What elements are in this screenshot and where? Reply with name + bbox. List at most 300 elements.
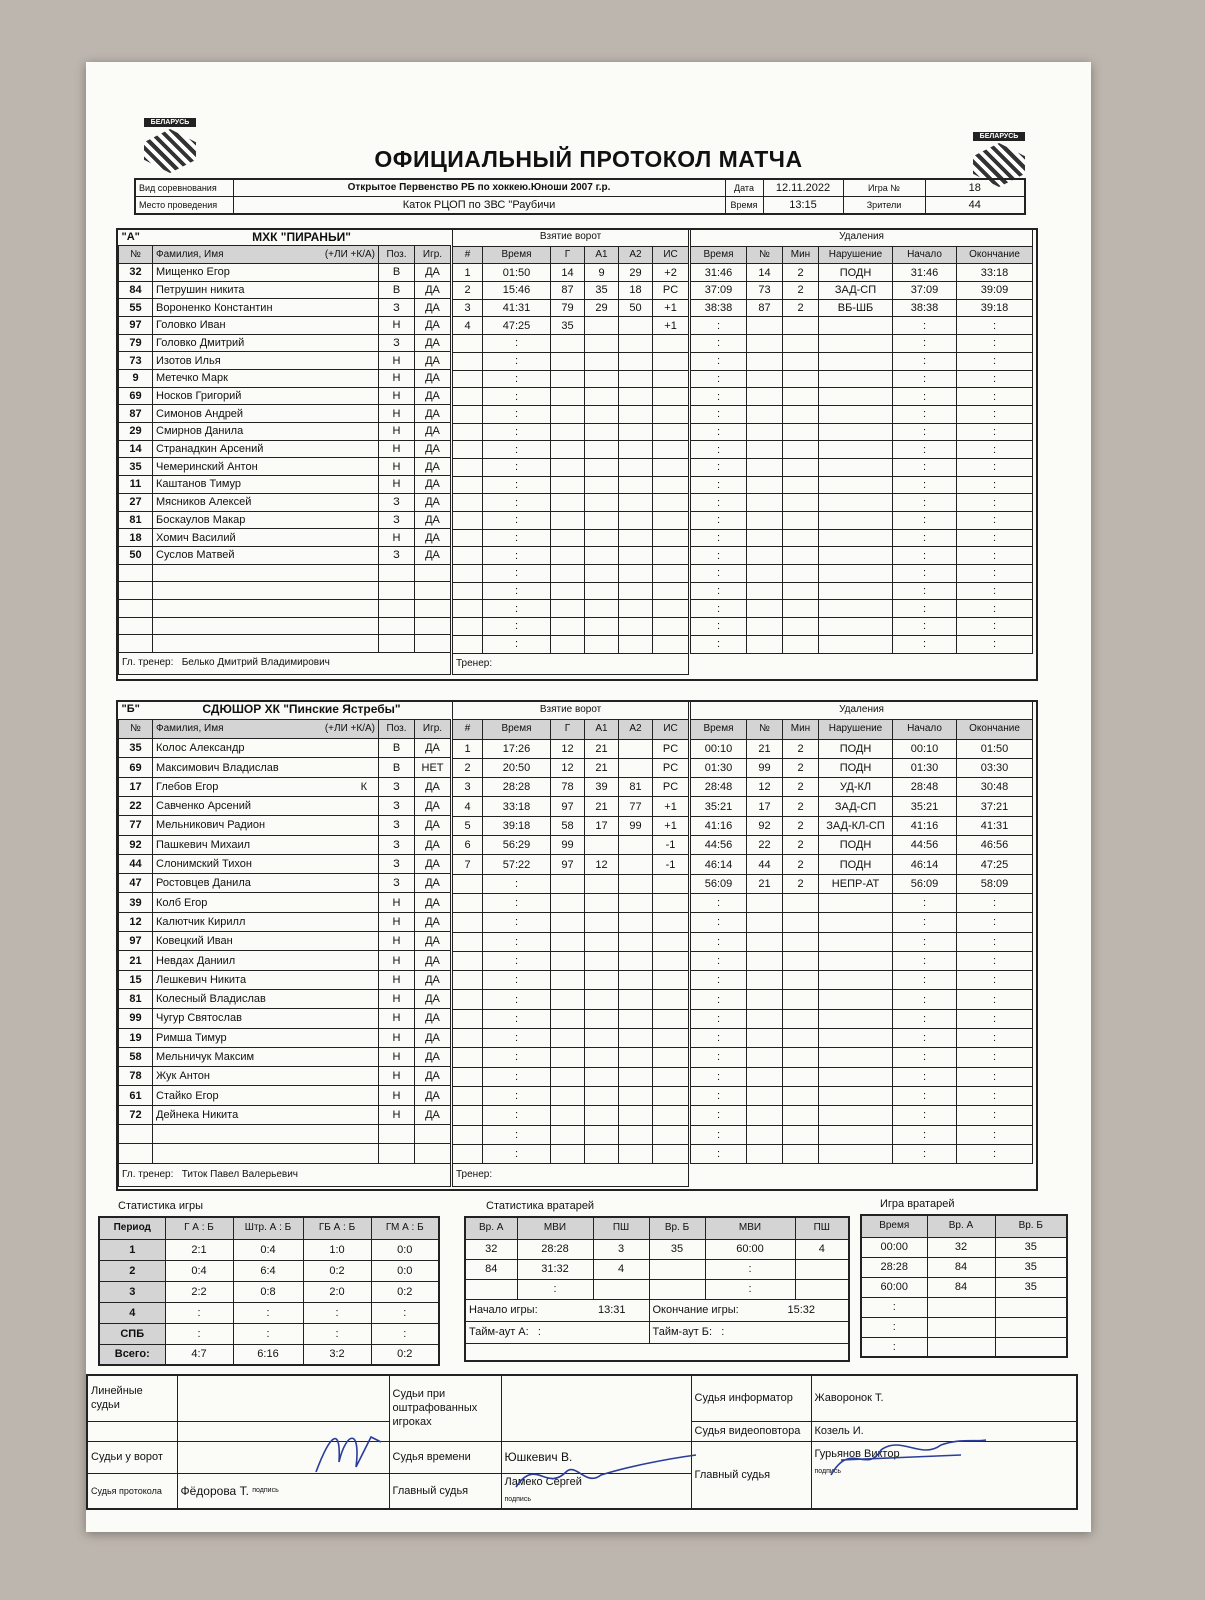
penalty-cell-empty bbox=[747, 932, 783, 951]
gs-cell: 2:1 bbox=[165, 1239, 233, 1260]
player-played: ДА bbox=[415, 440, 451, 458]
penalty-cell-empty: : bbox=[893, 635, 957, 653]
goal-cell-empty bbox=[619, 405, 653, 423]
player-played bbox=[415, 1125, 451, 1144]
player-number bbox=[119, 564, 153, 582]
penalty-cell: 01:30 bbox=[893, 758, 957, 777]
player-played: ДА bbox=[415, 316, 451, 334]
penalty-cell-empty bbox=[783, 441, 819, 459]
penalty-cell: 21 bbox=[747, 739, 783, 758]
team-tag: "Б" bbox=[121, 703, 140, 716]
player-position: Н bbox=[379, 1028, 415, 1047]
gk-cell: : bbox=[517, 1279, 593, 1299]
col-number: № bbox=[119, 246, 153, 264]
penalty-cell: 28:48 bbox=[691, 778, 747, 797]
penalty-cell-empty: : bbox=[893, 423, 957, 441]
goal-cell-empty bbox=[653, 582, 689, 600]
goal-row bbox=[453, 990, 689, 1009]
penalty-cell-empty bbox=[747, 990, 783, 1009]
player-played: ДА bbox=[415, 989, 451, 1008]
penalty-row bbox=[691, 778, 1033, 797]
goal-row bbox=[453, 913, 689, 932]
goal-cell-empty: : bbox=[483, 370, 551, 388]
player-name: Невдах Даниил bbox=[153, 951, 379, 970]
penalty-cell: 38:38 bbox=[691, 299, 747, 317]
penalty-cell: 47:25 bbox=[957, 855, 1033, 874]
gk-cell: 3 bbox=[593, 1239, 649, 1259]
penalty-cell-empty bbox=[783, 1067, 819, 1086]
penalty-cell-empty: : bbox=[893, 565, 957, 583]
col-played: Игр. bbox=[415, 719, 451, 738]
penalty-cell-empty bbox=[747, 388, 783, 406]
penalty-cell-empty: : bbox=[957, 494, 1033, 512]
penalty-cell: 03:30 bbox=[957, 758, 1033, 777]
goal-cell-empty bbox=[453, 335, 483, 353]
sign-label: подпись bbox=[814, 1467, 841, 1475]
gk-cell: 32 bbox=[465, 1239, 517, 1259]
goal-row bbox=[453, 282, 689, 300]
goal-cell-empty: : bbox=[483, 352, 551, 370]
penalty-cell-empty: : bbox=[893, 990, 957, 1009]
penalty-cell-empty: : bbox=[957, 423, 1033, 441]
goal-row bbox=[453, 893, 689, 912]
player-number: 81 bbox=[119, 511, 153, 529]
protocol-sheet bbox=[86, 62, 1091, 1532]
goal-cell-empty bbox=[653, 494, 689, 512]
goal-cell-empty bbox=[551, 635, 585, 653]
goal-cell: 77 bbox=[619, 797, 653, 816]
competition: Открытое Первенство РБ по хоккею.Юноши 2007 г.р. bbox=[233, 179, 725, 197]
penalty-row bbox=[691, 388, 1033, 406]
player-number: 81 bbox=[119, 989, 153, 1008]
penalty-cell-empty: : bbox=[691, 582, 747, 600]
goal-col: А1 bbox=[585, 246, 619, 264]
game-stats-title: Статистика игры bbox=[118, 1200, 204, 1212]
penalty-cell-empty: : bbox=[691, 990, 747, 1009]
penalty-cell-empty bbox=[819, 990, 893, 1009]
penalty-cell-empty bbox=[819, 582, 893, 600]
penalty-row bbox=[691, 990, 1033, 1009]
penalty-cell-empty bbox=[783, 913, 819, 932]
gk-cell: : bbox=[705, 1279, 795, 1299]
player-played: ДА bbox=[415, 835, 451, 854]
goal-cell-empty bbox=[453, 529, 483, 547]
player-played: ДА bbox=[415, 951, 451, 970]
gp-row bbox=[861, 1297, 1067, 1317]
goal-cell-empty bbox=[653, 1048, 689, 1067]
penalty-cell-empty bbox=[783, 1048, 819, 1067]
gs-cell: Всего: bbox=[99, 1344, 165, 1365]
goal-cell-empty: : bbox=[483, 893, 551, 912]
penalty-cell-empty: : bbox=[893, 1048, 957, 1067]
logo-text: БЕЛАРУСЬ bbox=[973, 132, 1025, 141]
penalty-cell: 31:46 bbox=[893, 264, 957, 282]
goal-cell-empty bbox=[585, 893, 619, 912]
goal-cell: 12 bbox=[551, 739, 585, 758]
penalty-cell-empty bbox=[783, 1029, 819, 1048]
penalty-cell: 28:48 bbox=[893, 778, 957, 797]
goal-cell-empty bbox=[453, 494, 483, 512]
penalty-row bbox=[691, 1144, 1033, 1163]
player-played: ДА bbox=[415, 777, 451, 796]
goal-cell: 81 bbox=[619, 778, 653, 797]
trainer-label: Тренер: bbox=[453, 653, 689, 675]
penalty-cell-empty bbox=[819, 932, 893, 951]
penalty-row bbox=[691, 874, 1033, 893]
goal-cell-empty bbox=[619, 494, 653, 512]
penalty-cell-empty bbox=[783, 352, 819, 370]
player-position: Н bbox=[379, 932, 415, 951]
roster-row bbox=[119, 1144, 451, 1163]
goal-cell-empty bbox=[453, 1125, 483, 1144]
goal-cell-empty bbox=[619, 600, 653, 618]
goal-row bbox=[453, 1106, 689, 1125]
goal-cell: 29 bbox=[585, 299, 619, 317]
penalty-cell-empty bbox=[747, 458, 783, 476]
penalty-cell-empty: : bbox=[957, 317, 1033, 335]
goal-cell-empty bbox=[619, 635, 653, 653]
goal-cell-empty bbox=[653, 512, 689, 530]
player-number: 97 bbox=[119, 316, 153, 334]
goal-cell-empty: : bbox=[483, 335, 551, 353]
penalty-row bbox=[691, 423, 1033, 441]
goal-cell: 4 bbox=[453, 797, 483, 816]
player-played bbox=[415, 635, 451, 653]
penalty-cell-empty: : bbox=[691, 547, 747, 565]
player-name: Дейнека Никита bbox=[153, 1105, 379, 1124]
penalty-cell-empty: : bbox=[957, 441, 1033, 459]
goal-cell-empty: : bbox=[483, 423, 551, 441]
gs-cell: 2:2 bbox=[165, 1281, 233, 1302]
goal-cell: 7 bbox=[453, 855, 483, 874]
pen-col: № bbox=[747, 246, 783, 264]
penalty-cell-empty bbox=[783, 990, 819, 1009]
goal-cell-empty bbox=[585, 352, 619, 370]
goal-cell-empty bbox=[619, 618, 653, 636]
penalty-cell-empty: : bbox=[893, 458, 957, 476]
penalty-cell: 17 bbox=[747, 797, 783, 816]
player-name: Вороненко Константин bbox=[153, 299, 379, 317]
penalty-cell: 41:16 bbox=[893, 816, 957, 835]
player-position: З bbox=[379, 334, 415, 352]
penalty-cell-empty bbox=[747, 971, 783, 990]
pen-col: Начало bbox=[893, 246, 957, 264]
penalty-cell: 44:56 bbox=[893, 836, 957, 855]
penalty-cell-empty: : bbox=[957, 335, 1033, 353]
penalty-cell-empty bbox=[783, 335, 819, 353]
penalty-cell-empty bbox=[783, 893, 819, 912]
goal-cell: 12 bbox=[585, 855, 619, 874]
player-number: 73 bbox=[119, 352, 153, 370]
gs-cell: 2 bbox=[99, 1260, 165, 1281]
penalty-cell-empty bbox=[747, 1029, 783, 1048]
player-name: Чемеринский Антон bbox=[153, 458, 379, 476]
penalty-cell: 2 bbox=[783, 264, 819, 282]
goal-cell-empty: : bbox=[483, 1144, 551, 1163]
gs-cell: : bbox=[165, 1323, 233, 1344]
goal-row bbox=[453, 951, 689, 970]
player-number: 9 bbox=[119, 370, 153, 388]
penalty-cell-empty: : bbox=[691, 932, 747, 951]
roster-row bbox=[119, 599, 451, 617]
gs-cell: 2:0 bbox=[303, 1281, 371, 1302]
page-title: ОФИЦИАЛЬНЫЙ ПРОТОКОЛ МАТЧА bbox=[374, 146, 803, 172]
goal-cell-empty bbox=[585, 529, 619, 547]
player-position: З bbox=[379, 493, 415, 511]
gs-cell: 0:0 bbox=[371, 1239, 439, 1260]
penalty-cell-empty bbox=[747, 335, 783, 353]
sign-label: подпись bbox=[252, 1486, 279, 1494]
col-name bbox=[153, 719, 379, 738]
penalty-cell-empty: : bbox=[957, 951, 1033, 970]
penalty-cell-empty: : bbox=[893, 317, 957, 335]
goal-cell: 18 bbox=[619, 282, 653, 300]
penalty-cell-empty: : bbox=[691, 1048, 747, 1067]
goal-cell-empty: : bbox=[483, 441, 551, 459]
gs-cell: : bbox=[371, 1302, 439, 1323]
goal-cell: 28:28 bbox=[483, 778, 551, 797]
player-position: З bbox=[379, 816, 415, 835]
player-number: 47 bbox=[119, 874, 153, 893]
goal-cell: 21 bbox=[585, 758, 619, 777]
referee-2: Гурьянов Виктор bbox=[814, 1447, 900, 1460]
penalty-box-label: Судьи при оштрафованных игроках bbox=[389, 1375, 501, 1441]
penalty-cell: 41:16 bbox=[691, 816, 747, 835]
goal-cell-empty bbox=[619, 388, 653, 406]
player-played: ДА bbox=[415, 476, 451, 494]
player-played: ДА bbox=[415, 529, 451, 547]
goal-cell: 78 bbox=[551, 778, 585, 797]
penalty-cell: 73 bbox=[747, 282, 783, 300]
gk-cell: 28:28 bbox=[517, 1239, 593, 1259]
penalty-row bbox=[691, 1125, 1033, 1144]
goal-cell: 17:26 bbox=[483, 739, 551, 758]
header-table bbox=[134, 178, 1026, 215]
player-played: ДА bbox=[415, 334, 451, 352]
goal-cell: PC bbox=[653, 282, 689, 300]
gs-cell: 4:7 bbox=[165, 1344, 233, 1365]
penalty-cell: 22 bbox=[747, 836, 783, 855]
penalty-cell-empty: : bbox=[893, 1144, 957, 1163]
penalty-cell: 56:09 bbox=[893, 874, 957, 893]
penalty-cell: 39:09 bbox=[957, 282, 1033, 300]
penalty-cell-empty bbox=[747, 951, 783, 970]
gp-cell: 32 bbox=[927, 1237, 995, 1257]
goal-cell-empty: : bbox=[483, 1125, 551, 1144]
goal-cell-empty bbox=[453, 618, 483, 636]
penalty-cell-empty bbox=[747, 423, 783, 441]
goal-cell-empty bbox=[453, 893, 483, 912]
roster-row bbox=[119, 263, 451, 281]
penalty-cell-empty: : bbox=[893, 1106, 957, 1125]
penalty-cell: 58:09 bbox=[957, 874, 1033, 893]
gs-cell: 6:16 bbox=[233, 1344, 303, 1365]
penalty-box-value bbox=[501, 1375, 691, 1441]
player-played: ДА bbox=[415, 1086, 451, 1105]
goal-cell-empty bbox=[453, 932, 483, 951]
player-number: 22 bbox=[119, 796, 153, 815]
gp-row bbox=[861, 1237, 1067, 1257]
player-number: 17 bbox=[119, 777, 153, 796]
venue-label: Место проведения bbox=[135, 197, 233, 215]
scorer: Фёдорова Т. bbox=[180, 1483, 249, 1498]
penalty-cell-empty bbox=[783, 317, 819, 335]
player-number: 27 bbox=[119, 493, 153, 511]
penalty-cell-empty bbox=[819, 913, 893, 932]
goal-cell bbox=[619, 836, 653, 855]
player-played bbox=[415, 617, 451, 635]
goal-row bbox=[453, 317, 689, 335]
player-number: 35 bbox=[119, 739, 153, 758]
goal-cell: +2 bbox=[653, 264, 689, 282]
player-played: ДА bbox=[415, 912, 451, 931]
player-number: 72 bbox=[119, 1105, 153, 1124]
penalty-cell-empty bbox=[747, 1086, 783, 1105]
goal-cell-empty bbox=[453, 913, 483, 932]
penalty-cell-empty: : bbox=[691, 317, 747, 335]
penalty-cell: 39:18 bbox=[957, 299, 1033, 317]
player-position: З bbox=[379, 796, 415, 815]
player-name: Калютчик Кирилл bbox=[153, 912, 379, 931]
sign-label: подпись bbox=[504, 1495, 531, 1503]
roster-row bbox=[119, 932, 451, 951]
goal-cell-empty bbox=[453, 458, 483, 476]
goal-row bbox=[453, 1144, 689, 1163]
goal-cell-empty bbox=[619, 1144, 653, 1163]
penalty-cell-empty: : bbox=[893, 971, 957, 990]
goal-cell-empty bbox=[653, 990, 689, 1009]
player-played: ДА bbox=[415, 796, 451, 815]
goal-cell-empty bbox=[653, 1067, 689, 1086]
spectators: 44 bbox=[925, 197, 1025, 215]
goal-cell-empty bbox=[551, 582, 585, 600]
penalty-cell-empty bbox=[747, 1125, 783, 1144]
penalty-cell: 41:31 bbox=[957, 816, 1033, 835]
penalty-cell-empty bbox=[819, 971, 893, 990]
player-position: З bbox=[379, 511, 415, 529]
goal-cell-empty bbox=[453, 951, 483, 970]
gp-cell-empty bbox=[927, 1317, 995, 1337]
goal-row bbox=[453, 635, 689, 653]
player-number bbox=[119, 1144, 153, 1163]
penalty-cell-empty: : bbox=[691, 1029, 747, 1048]
gp-cell-empty: : bbox=[861, 1337, 927, 1357]
goal-cell: 12 bbox=[551, 758, 585, 777]
player-name: Мельникович Радион bbox=[153, 816, 379, 835]
player-name: Головко Иван bbox=[153, 316, 379, 334]
penalty-cell-empty bbox=[783, 529, 819, 547]
penalty-cell-empty bbox=[747, 352, 783, 370]
penalty-cell-empty bbox=[819, 423, 893, 441]
roster-row bbox=[119, 635, 451, 653]
player-number: 55 bbox=[119, 299, 153, 317]
pen-col: Время bbox=[691, 246, 747, 264]
goal-cell-empty bbox=[585, 582, 619, 600]
referee-1: Ламеко Сергей bbox=[504, 1475, 582, 1488]
venue: Каток РЦОП по ЗВС "Раубичи bbox=[233, 197, 725, 215]
player-position: З bbox=[379, 874, 415, 893]
penalty-cell-empty bbox=[783, 1009, 819, 1028]
penalty-cell-empty bbox=[747, 913, 783, 932]
penalty-cell-empty: : bbox=[893, 1067, 957, 1086]
player-played: ДА bbox=[415, 1067, 451, 1086]
goal-cell-empty bbox=[551, 565, 585, 583]
penalty-cell: 00:10 bbox=[893, 739, 957, 758]
goal-cell-empty bbox=[453, 352, 483, 370]
pen-col: Время bbox=[691, 720, 747, 739]
penalty-cell-empty: : bbox=[691, 971, 747, 990]
start-cell bbox=[465, 1299, 649, 1321]
goal-cell-empty bbox=[453, 635, 483, 653]
gs-row bbox=[99, 1302, 439, 1323]
penalty-row bbox=[691, 405, 1033, 423]
gs-row bbox=[99, 1323, 439, 1344]
goal-cell-empty bbox=[585, 1067, 619, 1086]
goal-cell-empty bbox=[551, 335, 585, 353]
penalty-cell-empty bbox=[747, 1144, 783, 1163]
player-name: Боскаулов Макар bbox=[153, 511, 379, 529]
player-played: ДА bbox=[415, 405, 451, 423]
penalty-cell-empty bbox=[783, 1106, 819, 1125]
goal-row bbox=[453, 370, 689, 388]
player-name bbox=[153, 1125, 379, 1144]
player-number bbox=[119, 635, 153, 653]
col-number: № bbox=[119, 719, 153, 738]
player-position bbox=[379, 564, 415, 582]
penalty-cell-empty: : bbox=[957, 1067, 1033, 1086]
captain-mark: К bbox=[360, 780, 367, 793]
goal-cell-empty bbox=[585, 913, 619, 932]
penalty-cell-empty: : bbox=[893, 335, 957, 353]
player-played bbox=[415, 564, 451, 582]
roster-row bbox=[119, 1086, 451, 1105]
team_a-roster bbox=[118, 228, 451, 675]
player-played: ДА bbox=[415, 932, 451, 951]
player-position: Н bbox=[379, 1086, 415, 1105]
gk-row bbox=[465, 1239, 849, 1259]
penalty-row bbox=[691, 476, 1033, 494]
penalty-cell: ПОДН bbox=[819, 836, 893, 855]
player-played: ДА bbox=[415, 299, 451, 317]
roster-row bbox=[119, 1028, 451, 1047]
goal-cell-empty bbox=[619, 1048, 653, 1067]
player-number bbox=[119, 599, 153, 617]
goal-cell: 87 bbox=[551, 282, 585, 300]
goal-cell-empty bbox=[653, 1086, 689, 1105]
team_b-penalties bbox=[690, 700, 1033, 1187]
goal-cell-empty bbox=[551, 512, 585, 530]
pen-footer bbox=[691, 1164, 1033, 1187]
player-position: Н bbox=[379, 440, 415, 458]
penalty-row bbox=[691, 893, 1033, 912]
gk-cell bbox=[649, 1259, 705, 1279]
player-name: Лешкевич Никита bbox=[153, 970, 379, 989]
goal-cell-empty: : bbox=[483, 405, 551, 423]
goal-row bbox=[453, 932, 689, 951]
player-played: ДА bbox=[415, 1105, 451, 1124]
goal-col: Г bbox=[551, 720, 585, 739]
penalty-row bbox=[691, 547, 1033, 565]
goal-cell: PC bbox=[653, 739, 689, 758]
coach-label: Гл. тренер: bbox=[122, 1168, 174, 1180]
penalty-cell-empty bbox=[819, 1106, 893, 1125]
pen-footer bbox=[691, 653, 1033, 675]
player-position: Н bbox=[379, 1105, 415, 1124]
player-name bbox=[153, 777, 379, 796]
player-played: ДА bbox=[415, 874, 451, 893]
goal-cell-empty bbox=[551, 441, 585, 459]
penalty-cell: 2 bbox=[783, 836, 819, 855]
